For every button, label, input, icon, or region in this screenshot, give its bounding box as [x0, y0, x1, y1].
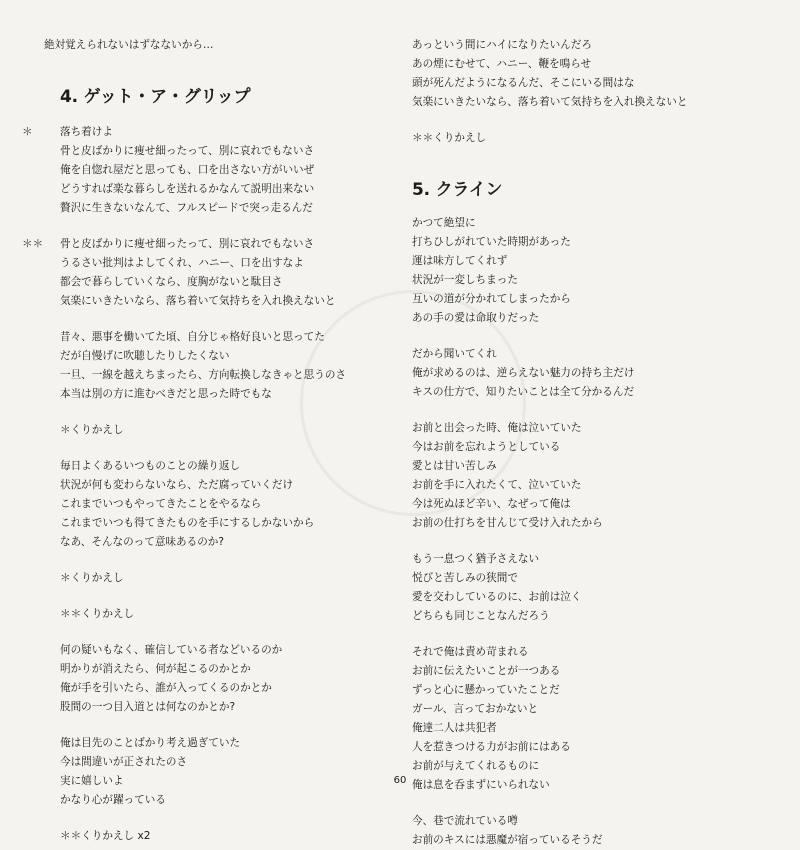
lyric-line: [44, 753, 394, 772]
lyric-text: 本当は別の方に進むべきだと思った時でもな: [60, 388, 272, 400]
lyric-text: 股間の一つ目入道とは何なのかとか?: [60, 701, 236, 713]
page-number: 60: [393, 775, 407, 786]
lyric-line: [44, 366, 394, 385]
verse-block: [412, 550, 762, 626]
chorus-marker: ＊＊: [22, 238, 44, 250]
lyric-text: 頭が死んだようになるんだ、そこにいる間はな: [412, 77, 635, 89]
lyric-text: 今は間違いが正されたのさ: [60, 756, 188, 768]
lyric-text: うるさい批判はよしてくれ、ハニー、口を出すなよ: [60, 257, 304, 269]
lyric-line: [412, 569, 762, 588]
lyric-text: 何の疑いもなく、確信している者などいるのか: [60, 644, 283, 656]
lyric-text: 俺が手を引いたら、誰が入ってくるのかとか: [60, 682, 272, 694]
lyric-line: [44, 180, 394, 199]
song-title-crying: 5. クライン: [412, 180, 503, 200]
lyric-text: 骨と皮ばかりに痩せ細ったって、別に哀れでもないさ: [60, 238, 315, 250]
lyric-line: [412, 233, 762, 252]
intro-line: 絶対覚えられないはずな​ないから…: [44, 39, 214, 51]
lyric-line: [44, 495, 394, 514]
lyric-line: [412, 643, 762, 662]
lyric-text: ずっと心に懸かっていたことだ: [412, 684, 560, 696]
lyric-text: お前が与えてくれるものに: [412, 760, 540, 772]
lyric-text: 今はお前を忘れようとしている: [412, 441, 561, 453]
verse-block: [412, 345, 762, 402]
lyric-text: これまでいつもやってきたことをやるなら: [60, 498, 262, 510]
lyric-line: [22, 123, 394, 142]
lyric-line: [44, 161, 394, 180]
lyric-line: [412, 383, 762, 402]
lyric-line: [44, 199, 394, 218]
lyric-text: 実に嬉しいよ: [60, 775, 124, 787]
lyric-line: [412, 550, 762, 569]
lyric-line: [412, 588, 762, 607]
lyric-text: 俺は目先のことばかり考え過ぎていた: [60, 737, 241, 749]
lyric-text: どちらも同じことなんだろう: [412, 610, 550, 622]
lyric-line: [44, 347, 394, 366]
lyric-line: [412, 438, 762, 457]
lyric-text: 一旦、一線を越えちまったら、方向転換しなきゃと思うのさ: [60, 369, 347, 381]
lyric-line: [412, 812, 762, 831]
chorus-marker: ＊: [22, 126, 33, 138]
verse-block: [44, 328, 394, 404]
lyric-text: 気楽にいきたいなら、落ち着いて気持ちを入れ換えないと: [412, 96, 688, 108]
lyric-line: [412, 55, 762, 74]
lyric-line: [412, 214, 762, 233]
lyric-text: どうすれば楽な暮らしを送れるかなんて説明出来ない: [60, 183, 315, 195]
lyric-line: [44, 698, 394, 717]
lyric-line: [44, 514, 394, 533]
verse-block: [412, 812, 762, 850]
lyric-text: 今は死ぬほど辛い、なぜって俺は: [412, 498, 571, 510]
lyric-text: 昔々、悪事を働いてた頃、自分じゃ格好良いと思ってた: [60, 331, 325, 343]
lyric-text: 俺達二人は共犯者: [412, 722, 497, 734]
lyric-text: かつて絶望に: [412, 217, 476, 229]
lyric-text: あの手の愛は命取りだった: [412, 312, 540, 324]
lyric-line: [412, 271, 762, 290]
lyric-line: [44, 328, 394, 347]
song-title-get-a-grip: 4. ゲット・ア・グリップ: [60, 87, 251, 107]
lyric-text: ガール、言っておかないと: [412, 703, 539, 715]
verse-block: [412, 643, 762, 795]
lyric-line: [22, 235, 394, 254]
lyric-line: [44, 142, 394, 161]
verse-block: [44, 457, 394, 552]
lyric-text: 状況が何も変わらないなら、ただ腐っていくだけ: [60, 479, 294, 491]
lyric-text: なあ、そんなのって意味あるのか?: [60, 536, 224, 548]
lyric-text: だが自慢げに吹聴したりしたくない: [60, 350, 230, 362]
lyric-text: 都会で暮らしていくなら、度胸がないと駄目さ: [60, 276, 283, 288]
lyric-line: [44, 273, 394, 292]
lyric-text: お前を手に入れたくて、泣いていた: [412, 479, 582, 491]
lyric-line: [412, 419, 762, 438]
verse-block: [22, 123, 394, 218]
lyric-text: あの煙にむせて、ハニー、鞭を鳴らせ: [412, 58, 592, 70]
lyric-line: [44, 292, 394, 311]
lyric-text: これまでいつも得てきたものを手にするしかないから: [60, 517, 315, 529]
lyric-line: [412, 831, 762, 850]
verse-block: [22, 235, 394, 311]
lyric-text: それで俺は責め苛まれる: [412, 646, 529, 658]
repeat-marker: ＊＊くりかえし: [412, 132, 487, 144]
lyric-line: [412, 364, 762, 383]
lyric-line: [44, 679, 394, 698]
lyric-line: [44, 734, 394, 753]
lyric-text: 俺が求めるのは、逆らえない魅力の持ち主だけ: [412, 367, 635, 379]
lyric-text: 互いの道が分かれてしまったから: [412, 293, 571, 305]
verse-block: [412, 36, 762, 112]
lyric-line: [412, 719, 762, 738]
lyric-line: [412, 93, 762, 112]
lyric-line: [412, 36, 762, 55]
lyric-line: [412, 252, 762, 271]
left-column: [22, 36, 394, 846]
lyric-line: [44, 533, 394, 552]
lyric-line: [412, 757, 762, 776]
lyric-line: [412, 74, 762, 93]
lyric-text: 愛とは甘い苦しみ: [412, 460, 497, 472]
verse-block: [412, 419, 762, 533]
lyric-line: [412, 476, 762, 495]
lyric-line: [44, 660, 394, 679]
lyric-text: お前の仕打ちを甘んじて受け入れたから: [412, 517, 603, 529]
lyric-line: [44, 457, 394, 476]
lyric-text: だから聞いてくれ: [412, 348, 497, 360]
repeat-marker: ＊くりかえし: [60, 572, 124, 584]
lyric-text: 俺を自惚れ屋だと思っても、口を出さない方がいいぜ: [60, 164, 315, 176]
lyric-text: 愛を交わしているのに、お前は泣く: [412, 591, 582, 603]
right-column: [412, 36, 762, 850]
lyric-line: [412, 681, 762, 700]
repeat-marker: ＊＊くりかえし x2: [60, 830, 151, 842]
lyric-text: 打ちひしがれていた時期があった: [412, 236, 571, 248]
lyric-line: [412, 345, 762, 364]
lyric-line: [44, 791, 394, 810]
repeat-marker: ＊＊くりかえし: [60, 608, 135, 620]
lyric-text: お前のキスには悪魔が宿っているそうだ: [412, 834, 603, 846]
lyric-text: 毎日よくあるいつものことの繰り返し: [60, 460, 241, 472]
lyric-text: 今、巷で流れている噂: [412, 815, 518, 827]
lyric-text: 気楽にいきたいなら、落ち着いて気持ちを入れ換えないと: [60, 295, 336, 307]
lyric-line: [44, 254, 394, 273]
lyric-line: [44, 641, 394, 660]
lyric-line: [44, 476, 394, 495]
lyric-line: [412, 738, 762, 757]
lyric-line: [412, 607, 762, 626]
lyric-text: 俺は息を呑まずにいられない: [412, 779, 550, 791]
lyric-text: 状況が一変しちまった: [412, 274, 518, 286]
verse-block: [44, 641, 394, 717]
lyric-text: 落ち着けよ: [60, 126, 113, 138]
lyric-text: 明かりが消えたら、何が起こるのかとか: [60, 663, 251, 675]
lyric-text: 骨と皮ばかりに痩せ細ったって、別に哀れでもないさ: [60, 145, 315, 157]
lyric-line: [44, 385, 394, 404]
lyric-text: もう一息つく猶予さえない: [412, 553, 540, 565]
lyric-text: キスの仕方で、知りたいことは全て分かるんだ: [412, 386, 635, 398]
lyric-text: かなり心が躍っている: [60, 794, 166, 806]
verse-block: [412, 214, 762, 328]
lyric-text: お前に伝えたいことが一つある: [412, 665, 561, 677]
lyric-line: [412, 495, 762, 514]
lyric-line: [412, 700, 762, 719]
verse-block: [44, 734, 394, 810]
lyric-line: [412, 457, 762, 476]
lyric-text: 人を惹きつける力がお前にはある: [412, 741, 571, 753]
lyric-line: [412, 514, 762, 533]
lyric-text: 運は味方してくれず: [412, 255, 508, 267]
lyric-text: お前と出会った時、俺は泣いていた: [412, 422, 582, 434]
lyric-text: 悦びと苦しみの狭間で: [412, 572, 518, 584]
lyric-text: 贅沢に生きないなんて、フルスピードで突っ走るんだ: [60, 202, 313, 214]
lyric-line: [412, 309, 762, 328]
lyric-text: あっという間にハイになりたいんだろ: [412, 39, 592, 51]
lyric-line: [412, 290, 762, 309]
repeat-marker: ＊くりかえし: [60, 424, 124, 436]
lyric-line: [412, 662, 762, 681]
